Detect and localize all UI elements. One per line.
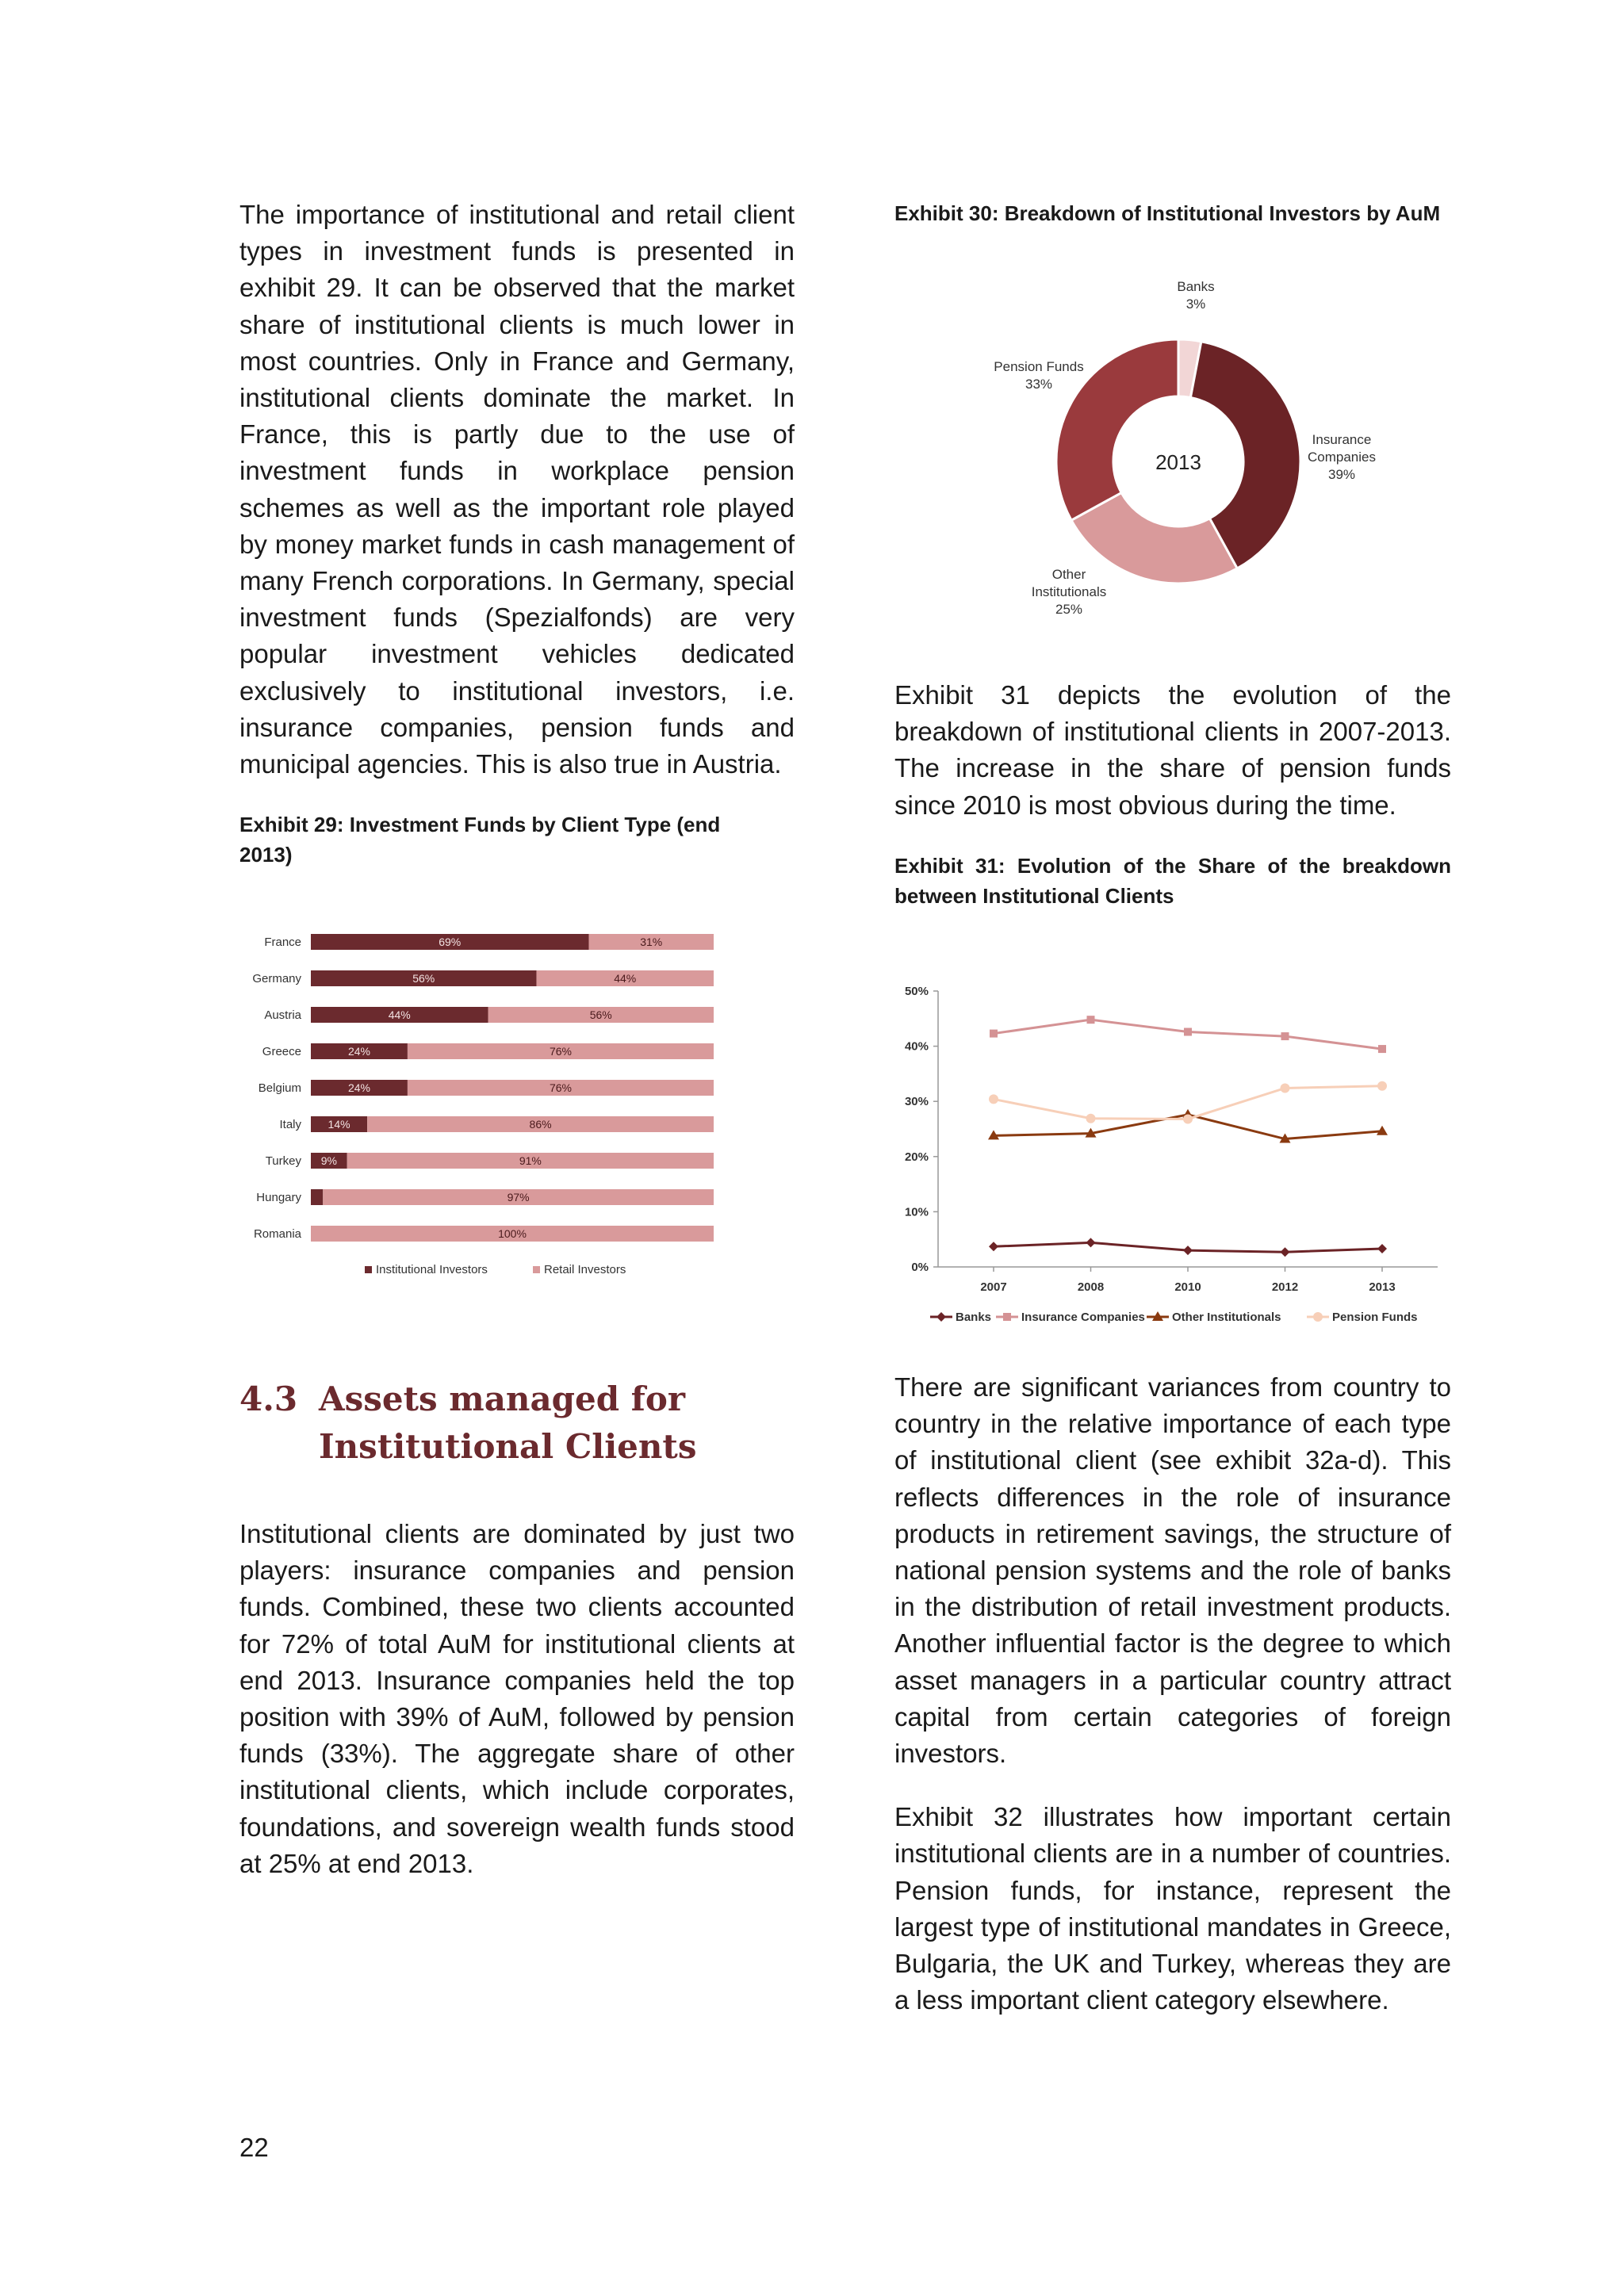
legend-label: Institutional Investors [376,1263,488,1276]
y-tick-label: 10% [904,1205,929,1219]
x-tick-label: 2012 [1271,1280,1299,1294]
legend-swatch [533,1266,540,1273]
legend-label: Insurance Companies [1021,1311,1145,1324]
right-column [894,198,1451,228]
x-tick-label: 2010 [1174,1280,1201,1294]
category-label: Greece [262,1045,301,1058]
right-column-mid [894,677,1451,911]
legend-label: Retail Investors [544,1263,626,1276]
slice-label: Insurance Companies 39% [1308,432,1376,482]
body-paragraph: Institutional clients are dominated by just two players: insurance companies and pension funds. Combined, these two clients accounted for 72% of total AuM for institutional clients at end 2013. Insurance companies held the top position with 39% of AuM, followed by pension funds (33%). The aggregate share of other institutional clients, which include corporates, foundations, and sovereign wealth funds stood at 25% at end 2013. [239,1519,795,1878]
section-number: 4.3 [239,1380,298,1418]
bar-segment [311,1189,323,1205]
category-label: Belgium [258,1081,301,1095]
left-column [239,197,795,870]
x-tick-label: 2007 [980,1280,1007,1294]
bar-value-label: 91% [519,1154,542,1167]
data-point [1087,1016,1095,1024]
y-tick-label: 50% [904,985,929,998]
exhibit-29-chart [238,928,730,1292]
y-tick-label: 0% [911,1261,929,1274]
bar-value-label: 44% [614,972,637,985]
bar-value-label: 44% [388,1008,411,1021]
body-paragraph: Exhibit 31 depicts the evolution of the breakdown of institutional clients in 2007-2013. The increase in the share of pension funds since 2010 is most obvious during the time. [894,680,1451,820]
category-label: Austria [264,1008,301,1022]
category-label: Turkey [265,1154,301,1168]
data-point [1003,1313,1011,1321]
exhibit-29-caption: Exhibit 29: Investment Funds by Client Type (end 2013) [239,813,721,867]
data-point [989,1242,998,1251]
legend-label: Banks [956,1311,992,1324]
category-label: France [264,936,301,949]
bar-value-label: 14% [327,1118,350,1131]
y-tick-label: 40% [904,1039,929,1054]
x-tick-label: 2008 [1077,1280,1105,1294]
data-point [1281,1247,1290,1257]
legend-swatch [365,1266,372,1273]
bar-value-label: 86% [529,1118,552,1131]
bar-value-label: 56% [589,1008,612,1021]
bar-value-label: 56% [412,972,435,985]
data-point [1281,1032,1289,1040]
section-heading [239,1376,795,1479]
right-column-lower [894,1369,1451,2019]
bar-value-label: 24% [347,1045,370,1058]
body-paragraph: Exhibit 32 illustrates how important certain institutional clients are in a number of countries. Pension funds, for instance, represent the largest type of institutional mandates in Greece, Bulgaria, the UK and Turkey, whereas they are a less important client category elsewhere. [894,1802,1451,2015]
category-label: Romania [253,1227,301,1241]
exhibit-30-caption: Exhibit 30: Breakdown of Institutional Investors by AuM [894,201,1441,225]
data-point [1086,1114,1096,1123]
bar-value-label: 9% [320,1154,337,1167]
exhibit-31-caption: Exhibit 31: Evolution of the Share of the breakdown between Institutional Clients [894,853,1451,908]
category-label: Italy [279,1118,301,1131]
body-paragraph: The importance of institutional and retail client types in investment funds is presented in exhibit 29. It can be observed that the market share of institutional clients is much lower in most countries. Only in France and Germany, institutional clients dominate the market. In France, this is partly due to the use of investment funds in workplace pension schemes as well as the important role played by money market funds in cash management of many French corporations. In Germany, special investment funds (Spezialfonds) are very popular investment vehicles dedicated exclusively to institutional investors, i.e. insurance companies, pension funds and municipal agencies. This is also true in Austria. [239,200,795,779]
data-point [1184,1028,1192,1036]
slice-label: Other Institutionals 25% [1031,567,1107,617]
data-point [936,1312,946,1322]
y-tick-label: 20% [904,1150,929,1164]
bar-value-label: 100% [498,1227,527,1240]
y-tick-label: 30% [904,1095,929,1109]
slice-label: Banks 3% [1177,279,1215,312]
exhibit-30-chart [967,279,1411,626]
data-point [1378,1045,1386,1053]
slice-label: Pension Funds 33% [994,359,1084,392]
bar-value-label: 69% [439,936,462,948]
data-point [990,1030,998,1038]
bar-value-label: 31% [640,936,663,948]
donut-center-label: 2013 [1155,450,1201,474]
left-column-lower [239,1516,795,1882]
category-label: Hungary [256,1191,301,1204]
bar-value-label: 24% [347,1081,370,1094]
data-point [1183,1246,1193,1255]
data-point [989,1094,998,1104]
section-title: Assets managed for Institutional Clients [319,1380,697,1466]
data-point [1313,1312,1323,1322]
data-point [1377,1244,1387,1253]
bar-value-label: 76% [549,1045,572,1058]
exhibit-31-chart [894,967,1465,1340]
data-point [1281,1083,1290,1093]
data-point [1183,1114,1193,1123]
legend-label: Other Institutionals [1172,1311,1281,1324]
data-point [1086,1238,1096,1247]
data-point [1377,1081,1387,1091]
page-number: 22 [239,2133,269,2162]
category-label: Germany [252,972,301,985]
bar-value-label: 76% [549,1081,572,1094]
bar-value-label: 97% [507,1191,530,1203]
body-paragraph: There are significant variances from country to country in the relative importance of each type of institutional client (see exhibit 32a-d). This reflects differences in the role of insurance products in retirement savings, the structure of national pension systems and the role of banks in the distribution of retail investment products. Another influential factor is the degree to which asset managers in a particular country attract capital from certain categories of foreign investors. [894,1372,1451,1769]
x-tick-label: 2013 [1369,1280,1396,1294]
legend-label: Pension Funds [1332,1311,1418,1324]
